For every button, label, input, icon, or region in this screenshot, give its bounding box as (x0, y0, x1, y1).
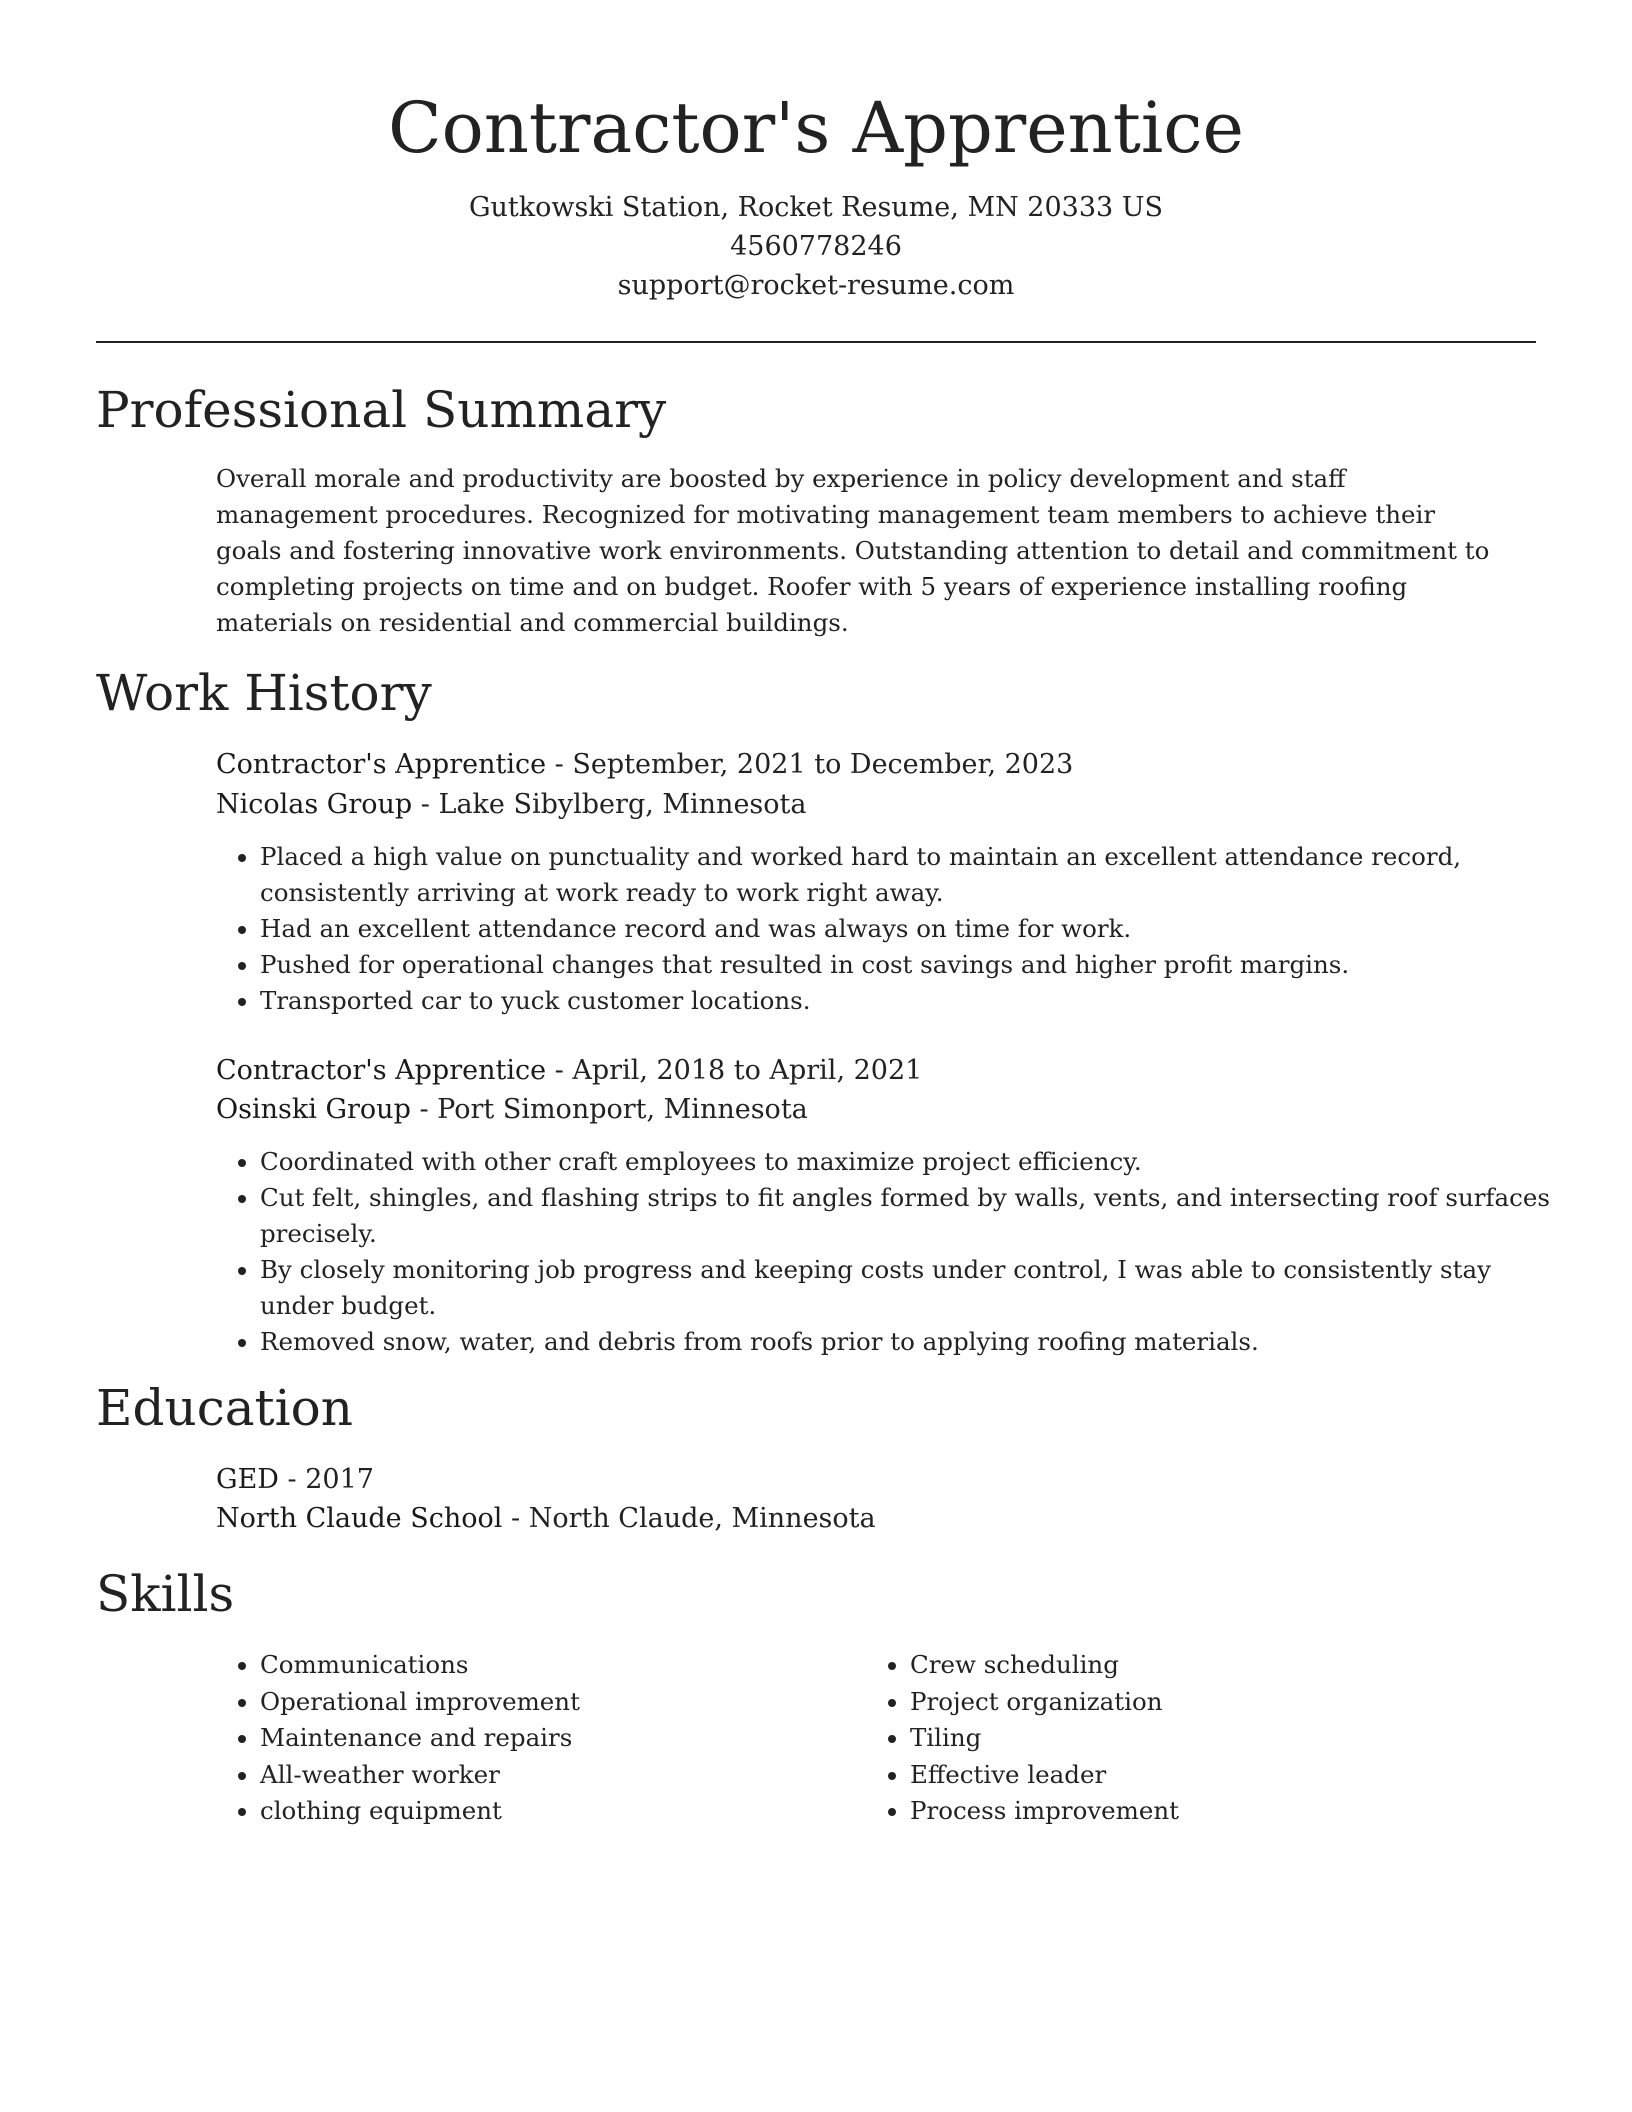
job-duty: • Transported car to yuck customer locations. (260, 983, 1550, 1019)
resume-header (96, 82, 1536, 305)
job-duty: • Pushed for operational changes that resulted in cost savings and higher profit margins. (260, 947, 1550, 983)
job-position: Contractor's Apprentice (216, 1055, 547, 1086)
skill-item: • Operational improvement (260, 1684, 860, 1721)
job-duty: • Had an excellent attendance record and was always on time for work. (260, 911, 1550, 947)
contact-info (96, 188, 1536, 305)
job-location: Port Simonport, Minnesota (437, 1094, 808, 1125)
separator: - (412, 789, 439, 820)
skill-item: • Tiling (910, 1720, 1510, 1757)
skills-heading: Skills (96, 1565, 235, 1623)
job-company-line (216, 1090, 1506, 1130)
summary-text: Overall morale and productivity are boosted by experience in policy development and staff management procedures. Recognized for motivating management team members to achieve their goals and fostering innovative work environments. Outstanding attention to detail and commitment to completing projects on time and on budget. Roofer with 5 years of experience installing roofing materials on residential and commercial buildings. (216, 464, 1490, 637)
job-duties-list (216, 1144, 1550, 1360)
summary-heading: Professional Summary (96, 381, 667, 439)
separator: - (546, 1055, 573, 1086)
job-company: Nicolas Group (216, 789, 413, 820)
skill-item: • Communications (260, 1647, 860, 1684)
email: support@rocket-resume.com (617, 270, 1015, 301)
degree: GED (216, 1464, 279, 1495)
graduation-year: 2017 (305, 1464, 374, 1495)
skills-list-right (866, 1647, 1510, 1830)
candidate-name: Contractor's Apprentice (388, 87, 1244, 169)
education-heading: Education (96, 1379, 353, 1437)
job-dates: September, 2021 to December, 2023 (572, 749, 1074, 780)
education-school-line (216, 1499, 1506, 1539)
job-duty: • By closely monitoring job progress and keeping costs under control, I was able to consistently stay under budget. (260, 1252, 1550, 1324)
header-divider (96, 341, 1536, 343)
separator: - (546, 749, 573, 780)
school-name: North Claude School (216, 1503, 503, 1534)
job-duties-list (216, 839, 1550, 1019)
skill-item: • Process improvement (910, 1793, 1510, 1830)
job-company: Osinski Group (216, 1094, 411, 1125)
skill-item: • Crew scheduling (910, 1647, 1510, 1684)
job-company-line (216, 785, 1506, 825)
phone: 4560778246 (730, 231, 902, 262)
separator: - (410, 1094, 438, 1125)
job-position: Contractor's Apprentice (216, 749, 547, 780)
address: Gutkowski Station, Rocket Resume, MN 20333 US (468, 192, 1164, 223)
skill-item: • Maintenance and repairs (260, 1720, 860, 1757)
skill-item: • Project organization (910, 1684, 1510, 1721)
work-history-heading: Work History (96, 664, 432, 722)
job-duty: • Removed snow, water, and debris from roofs prior to applying roofing materials. (260, 1324, 1550, 1360)
job-duty: • Cut felt, shingles, and flashing strips to fit angles formed by walls, vents, and intersecting roof surfaces precisely. (260, 1180, 1550, 1252)
job-title-line (216, 1051, 1506, 1091)
job-location: Lake Sibylberg, Minnesota (438, 789, 807, 820)
school-location: North Claude, Minnesota (528, 1503, 876, 1534)
job-title-line (216, 745, 1506, 785)
separator: - (502, 1503, 529, 1534)
skill-item: • clothing equipment (260, 1793, 860, 1830)
skills-list-left (216, 1647, 860, 1830)
skill-item: • All-weather worker (260, 1757, 860, 1794)
job-dates: April, 2018 to April, 2021 (572, 1055, 923, 1086)
separator: - (278, 1464, 306, 1495)
education-degree-line (216, 1460, 1506, 1500)
job-duty: • Placed a high value on punctuality and worked hard to maintain an excellent attendance record, consistently arriving at work ready to work right away. (260, 839, 1550, 911)
job-duty: • Coordinated with other craft employees to maximize project efficiency. (260, 1144, 1550, 1180)
skill-item: • Effective leader (910, 1757, 1510, 1794)
